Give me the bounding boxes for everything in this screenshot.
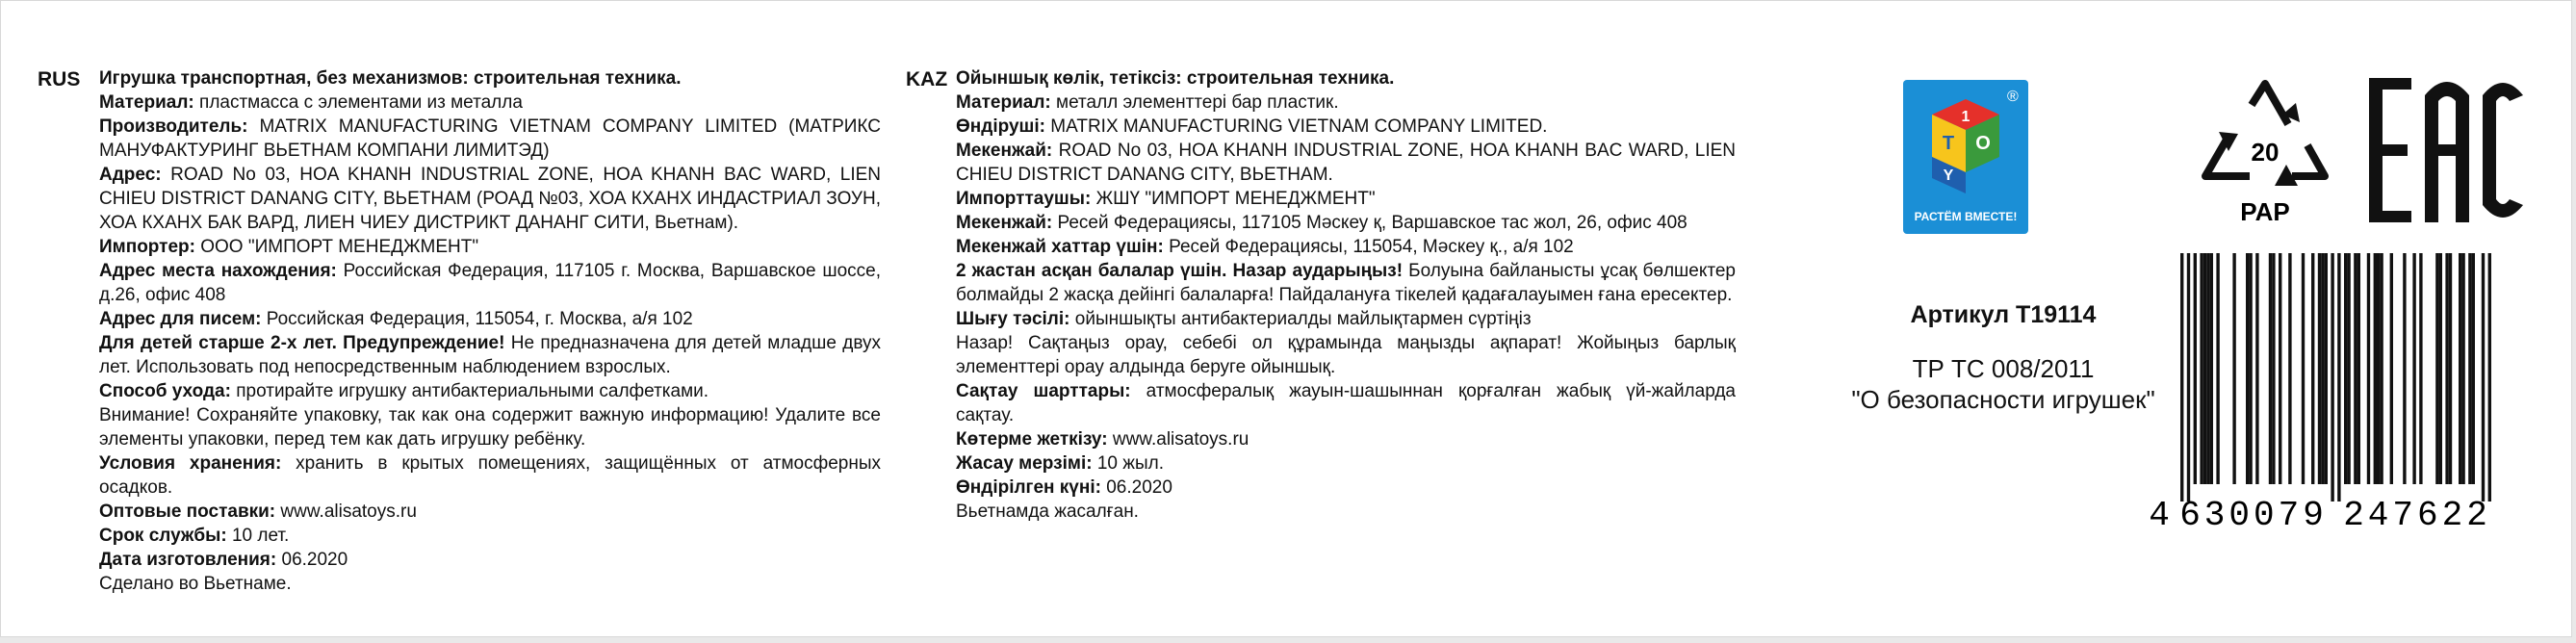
rus-line-label: Адрес для писем: <box>99 309 262 329</box>
kaz-line-text: www.alisatoys.ru <box>1107 429 1249 450</box>
rus-line-label: Материал: <box>99 92 194 113</box>
rus-line <box>99 307 881 331</box>
barcode-bar <box>2203 253 2206 484</box>
kaz-line <box>956 476 1736 500</box>
rus-line-text: ROAD No 03, HOA KHANH INDUSTRIAL ZONE, HOA KHANH BAC WARD, LIEN CHIEU DISTRICT DANANG CITY, ВЬЕТНАМ (РОАД №03, ХОА КХАНХ ИНДАСТРИАЛ ЗОУН, ХОА КХАНХ БАК ВАРД, ЛИЕН ЧИЕУ ДИСТРИКТ ДАНАНГ СИТИ, Вьетнам). <box>99 165 881 233</box>
barcode-bars <box>2180 253 2491 502</box>
rus-line-label: Адрес места нахождения: <box>99 261 337 281</box>
rus-line-text: Внимание! Сохраняйте упаковку, так как она содержит важную информацию! Удалите все элементы упаковки, перед тем как дать игрушку ребёнку. <box>99 405 881 450</box>
rus-line <box>99 403 881 451</box>
barcode-bar <box>2180 253 2183 502</box>
rus-line <box>99 548 881 572</box>
kaz-line <box>956 259 1736 307</box>
barcode-bar <box>2279 253 2281 484</box>
kaz-line-label: Шығу тәсілі: <box>956 309 1070 329</box>
rus-line <box>99 115 881 163</box>
barcode-bar <box>2210 253 2213 484</box>
rus-line-label: Производитель: <box>99 116 248 137</box>
kaz-line <box>956 90 1736 115</box>
kaz-line-label: Өндіруші: <box>956 116 1045 137</box>
rus-line <box>99 451 881 500</box>
logo-registered-mark: ® <box>2007 89 2019 105</box>
eac-letters <box>2369 78 2523 222</box>
barcode-bar <box>2318 253 2321 484</box>
standard-name: "О безопасности игрушек" <box>1851 385 2155 414</box>
barcode-bar <box>2206 253 2209 484</box>
logo-letter-y: Y <box>1943 167 1954 184</box>
lang-code-kaz: KAZ <box>906 68 948 90</box>
eac-mark <box>2369 78 2523 222</box>
kaz-line-label: Импорттаушы: <box>956 189 1092 209</box>
rus-line-text: пластмасса с элементами из металла <box>193 92 523 113</box>
rus-line-label: Дата изготовления: <box>99 550 277 570</box>
rus-line-text: Не предназначена для детей младше двух лет. Использовать под непосредственным наблюдением взрослых. <box>99 333 881 377</box>
kaz-line-label: Жасау мерзімі: <box>956 453 1093 474</box>
rus-line <box>99 500 881 524</box>
recycling-mark <box>2194 76 2336 230</box>
kaz-line-text: MATRIX MANUFACTURING VIETNAM COMPANY LIMITED. <box>1044 116 1548 137</box>
barcode-bar <box>2357 253 2360 484</box>
rus-line-label: Способ ухода: <box>99 381 231 401</box>
barcode-bar <box>2461 253 2464 484</box>
rus-line-text: ООО "ИМПОРТ МЕНЕДЖМЕНТ" <box>194 237 479 257</box>
barcode-bar <box>2390 253 2393 484</box>
kaz-line <box>956 211 1736 235</box>
barcode-bar <box>2412 253 2415 484</box>
rus-line <box>99 379 881 403</box>
barcode-bar <box>2232 253 2235 484</box>
kaz-line-label: 2 жастан асқан балалар үшін. Назар аударыңыз! <box>956 261 1404 281</box>
kaz-line-label: Өндірілген күні: <box>956 477 1101 498</box>
barcode-bar <box>2377 253 2380 484</box>
kaz-line-text: ойыншықты антибактериалды майлықтармен сүртіңіз <box>1069 309 1532 329</box>
kaz-text-column <box>956 66 1736 524</box>
barcode-bar <box>2459 253 2461 484</box>
lang-code-rus: RUS <box>38 68 81 90</box>
kaz-line <box>956 235 1736 259</box>
recycle-number: 20 <box>2251 138 2280 167</box>
barcode-bar <box>2255 253 2258 484</box>
rus-line <box>99 331 881 379</box>
barcode-bar <box>2403 253 2406 484</box>
barcode-bar <box>2249 253 2252 484</box>
rus-line-label: Оптовые поставки: <box>99 502 276 522</box>
rus-line <box>99 572 881 596</box>
brand-logo <box>1903 80 2028 234</box>
kaz-line-text: 06.2020 <box>1100 477 1172 498</box>
kaz-line-text: Болуына байланысты ұсақ бөлшектер болмайды 2 жасқа дейінгі балаларға! Пайдалануға тікелей қадағалауымен ғана ересектер. <box>956 261 1736 305</box>
barcode-bar <box>2194 253 2197 484</box>
rus-line-text: хранить в крытых помещениях, защищённых от атмосферных осадков. <box>99 453 881 498</box>
barcode-bar <box>2445 253 2448 484</box>
ean13-barcode <box>2140 253 2525 532</box>
rus-line-text: Российская Федерация, 115054, г. Москва, а/я 102 <box>261 309 693 329</box>
rus-line <box>99 90 881 115</box>
barcode-bar <box>2439 253 2442 484</box>
kaz-line <box>956 451 1736 476</box>
rus-line-text: 10 лет. <box>226 526 290 546</box>
barcode-bar <box>2288 253 2291 484</box>
barcode-bar <box>2311 253 2314 484</box>
kaz-line <box>956 66 1736 90</box>
barcode-bar <box>2367 253 2370 484</box>
kaz-line <box>956 427 1736 451</box>
rus-line-label: Для детей старше 2-х лет. Предупреждение! <box>99 333 505 353</box>
rus-line <box>99 235 881 259</box>
barcode-bar <box>2337 253 2340 502</box>
barcode-bar <box>2246 253 2249 484</box>
kaz-line-text: Ресей Федерациясы, 115054, Мәскеу қ., а/я 102 <box>1163 237 1574 257</box>
kaz-line <box>956 115 1736 139</box>
logo-letter-o: O <box>1975 133 1991 154</box>
rus-line <box>99 524 881 548</box>
kaz-line <box>956 331 1736 379</box>
recycle-code: PAP <box>2240 197 2290 226</box>
rus-line <box>99 163 881 235</box>
barcode-first-digit: 4 <box>2149 496 2170 532</box>
kaz-line-label: Сақтау шарттары: <box>956 381 1131 401</box>
kaz-line-label: Материал: <box>956 92 1051 113</box>
rus-line-label: Игрушка транспортная, без механизмов: строительная техника. <box>99 68 682 89</box>
barcode-bar <box>2449 253 2452 484</box>
barcode-bar <box>2435 253 2438 484</box>
barcode-bar <box>2488 253 2491 502</box>
barcode-bar <box>2216 253 2219 484</box>
kaz-line-text: Назар! Сақтаңыз орау, себебі ол құрамында маңызды ақпарат! Жойыңыз барлық элементтері орау алдында беруге ойыншық. <box>956 333 1736 377</box>
rus-line-label: Импортер: <box>99 237 195 257</box>
rus-line-label: Условия хранения: <box>99 453 282 474</box>
kaz-line-text: атмосфералық жауын-шашыннан қорғалған жабық үй-жайларда сақтау. <box>956 381 1736 425</box>
logo-letter-1: 1 <box>1961 109 1971 125</box>
kaz-line <box>956 187 1736 211</box>
article-number: Артикул T19114 <box>1910 301 2097 328</box>
barcode-left-digits: 630079 <box>2179 496 2328 532</box>
kaz-line-label: Мекенжай: <box>956 213 1053 233</box>
barcode-bar <box>2269 253 2272 484</box>
barcode-bar <box>2347 253 2350 484</box>
standard-code: ТР ТС 008/2011 <box>1912 354 2095 383</box>
kaz-line-text: ROAD No 03, HOA KHANH INDUSTRIAL ZONE, HOA KHANH BAC WARD, LIEN CHIEU DISTRICT DANANG CITY, ВЬЕТНАМ. <box>956 141 1736 185</box>
kaz-line-text: металл элементтері бар пластик. <box>1050 92 1339 113</box>
kaz-line-text: Ресей Федерациясы, 117105 Мәскеу қ, Варшавское тас жол, 26, офис 408 <box>1052 213 1687 233</box>
rus-line-text: MATRIX MANUFACTURING VIETNAM COMPANY LIMITED (МАТРИКС МАНУФАКТУРИНГ ВЬЕТНАМ КОМПАНИ ЛИМИТЭД) <box>99 116 881 161</box>
kaz-line <box>956 139 1736 187</box>
logo-letter-t: T <box>1942 133 1955 154</box>
kaz-line-text: 10 жыл. <box>1092 453 1164 474</box>
barcode-bar <box>2325 253 2328 484</box>
rus-line-label: Срок службы: <box>99 526 227 546</box>
rus-text-column <box>99 66 881 596</box>
kaz-line-text: ЖШҮ "ИМПОРТ МЕНЕДЖМЕНТ" <box>1091 189 1376 209</box>
barcode-bar <box>2321 253 2324 484</box>
rus-line <box>99 66 881 90</box>
barcode-bar <box>2344 253 2347 484</box>
rus-line-text: 06.2020 <box>276 550 348 570</box>
logo-slogan: РАСТЁМ ВМЕСТЕ! <box>1914 210 2018 223</box>
kaz-line <box>956 379 1736 427</box>
barcode-bar <box>2419 253 2422 484</box>
barcode-bar <box>2482 253 2485 502</box>
barcode-bar <box>2354 253 2357 484</box>
rus-line-label: Адрес: <box>99 165 162 185</box>
kaz-line <box>956 307 1736 331</box>
kaz-line-text: Вьетнамда жасалған. <box>956 502 1139 522</box>
kaz-line-label: Көтерме жеткізу: <box>956 429 1108 450</box>
rus-line-text: www.alisatoys.ru <box>275 502 417 522</box>
rus-line <box>99 259 881 307</box>
barcode-bar <box>2374 253 2377 484</box>
barcode-bar <box>2200 253 2202 484</box>
barcode-bar <box>2472 253 2475 484</box>
barcode-bar <box>2380 253 2383 484</box>
barcode-bar <box>2331 253 2333 502</box>
kaz-line <box>956 500 1736 524</box>
kaz-line-label: Ойыншық көлік, тетіксіз: строительная техника. <box>956 68 1395 89</box>
barcode-right-digits: 247622 <box>2343 496 2491 532</box>
kaz-line-label: Мекенжай хаттар үшін: <box>956 237 1164 257</box>
barcode-bar <box>2468 253 2471 484</box>
kaz-line-label: Мекенжай: <box>956 141 1053 161</box>
barcode-bar <box>2272 253 2275 484</box>
barcode-bar <box>2187 253 2190 502</box>
rus-line-text: протирайте игрушку антибактериальными салфетками. <box>230 381 709 401</box>
rus-line-text: Сделано во Вьетнаме. <box>99 574 292 594</box>
rus-line-text: Российская Федерация, 117105 г. Москва, Варшавское шоссе, д.26, офис 408 <box>99 261 881 305</box>
barcode-bar <box>2302 253 2305 484</box>
